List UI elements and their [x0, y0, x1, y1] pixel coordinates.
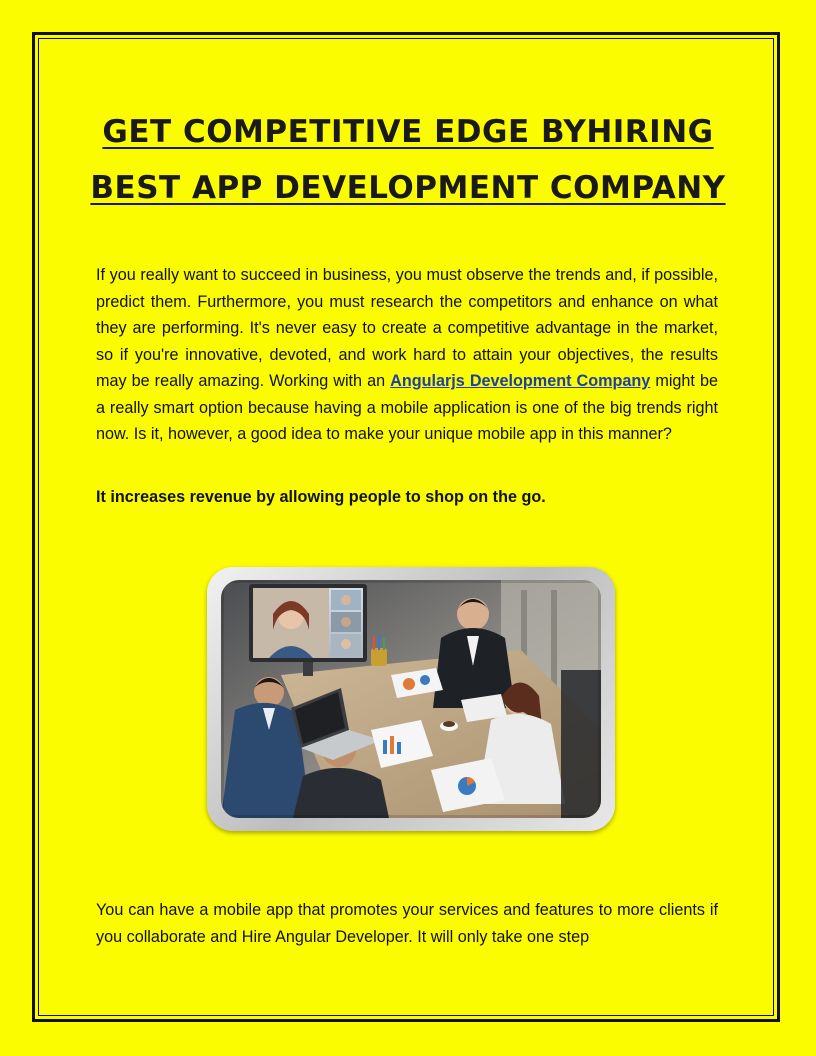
meeting-photo-frame [207, 567, 615, 831]
closing-paragraph: You can have a mobile app that promotes your services and features to more clients if you collaborate and Hire Angular Developer. It will only take one step [96, 901, 718, 946]
angularjs-company-link[interactable]: Angularjs Development Company [390, 372, 651, 390]
intro-paragraph [96, 262, 718, 448]
intro-text-before-link: If you really want to succeed in business, you must observe the trends and, if possible, predict them. Furthermore, you must research the competitors and enhance on what they are performing. It's never easy to create a competitive advantage in the market, so if you're innovative, devoted, and work hard to attain your objectives, the results may be really amazing. Working with an [96, 266, 718, 390]
business-meeting-image [221, 580, 601, 818]
intro-text-after-link: might be a really smart option because having a mobile application is one of the big trends right now. Is it, however, a good idea to make your unique mobile app in this manner? [96, 372, 718, 443]
title-line-1: GET COMPETITIVE EDGE BYHIRING [102, 114, 714, 150]
title-line-2: BEST APP DEVELOPMENT COMPANY [90, 170, 726, 206]
page-title [60, 104, 756, 216]
bold-subheading: It increases revenue by allowing people to shop on the go. [96, 488, 546, 506]
